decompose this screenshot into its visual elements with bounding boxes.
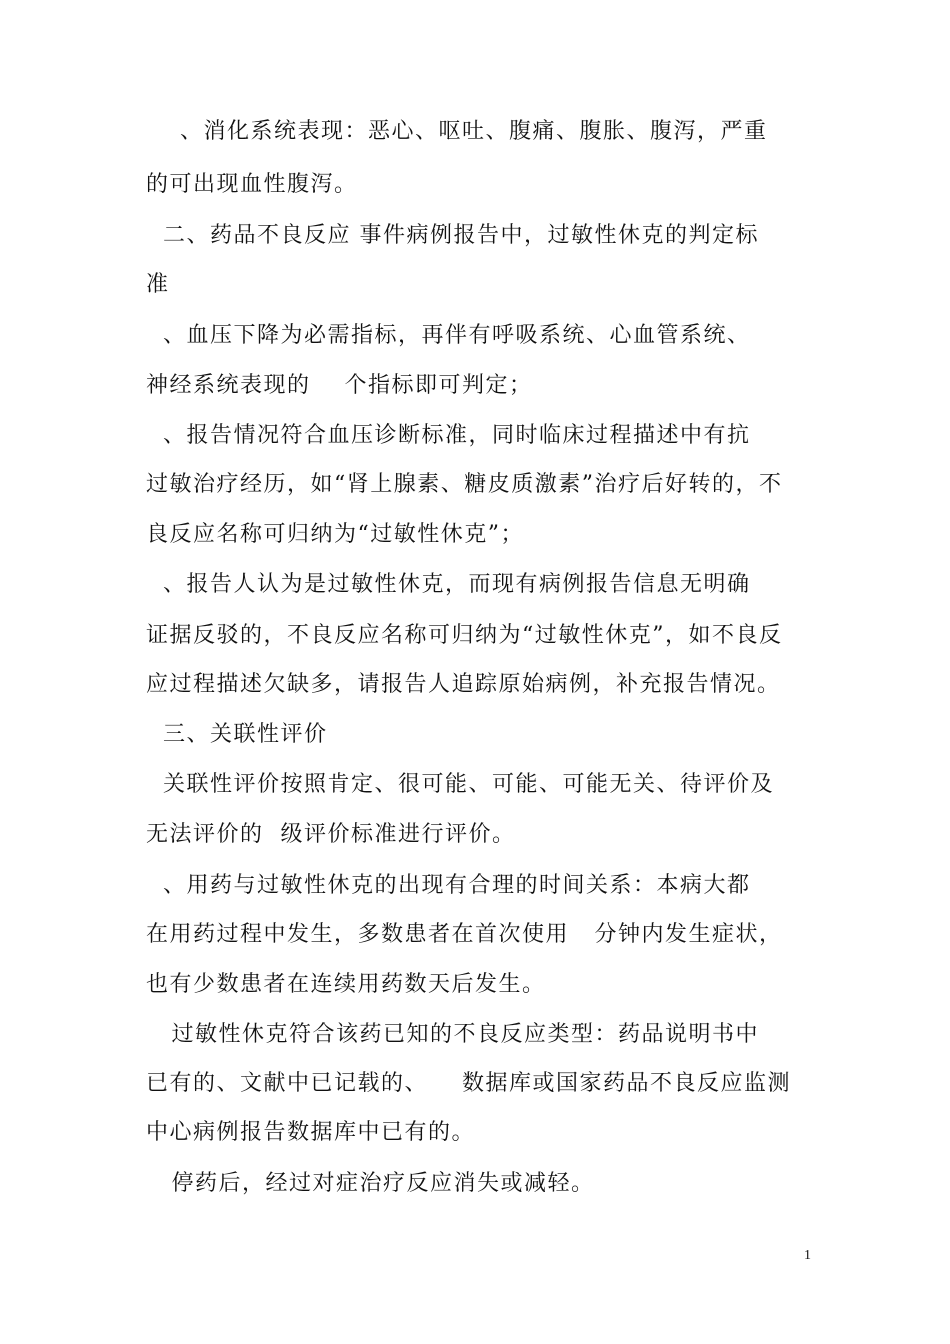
paragraph-line: 也有少数患者在连续用药数天后发生。	[146, 972, 546, 997]
paragraph-line: 应过程描述欠缺多，请报告人追踪原始病例，补充报告情况。	[146, 672, 781, 697]
paragraph-line: 、血压下降为必需指标，再伴有呼吸系统、心血管系统、	[146, 323, 751, 348]
paragraph-line: 关联性评价按照肯定、很可能、可能、可能无关、待评价及	[146, 772, 774, 797]
page-number: 1	[804, 1248, 811, 1263]
paragraph-line: 、报告人认为是过敏性休克，而现有病例报告信息无明确	[146, 572, 751, 597]
paragraph-line: 、用药与过敏性休克的出现有合理的时间关系：本病大都	[146, 873, 751, 898]
paragraph-line: 的可出现血性腹泻。	[146, 172, 358, 197]
paragraph-line: 在用药过程中发生，多数患者在首次使用 分钟内发生症状，	[146, 922, 783, 947]
section-heading-line: 准	[146, 272, 170, 297]
paragraph-line: 良反应名称可归纳为“过敏性休克”；	[146, 522, 524, 547]
section-heading-line: 二、药品不良反应 事件病例报告中，过敏性休克的判定标	[146, 223, 759, 248]
section-heading-line: 三、关联性评价	[146, 722, 328, 747]
paragraph-line: 过敏治疗经历，如“肾上腺素、糖皮质激素”治疗后好转的，不	[146, 472, 783, 497]
paragraph-line: 神经系统表现的 个指标即可判定；	[146, 373, 533, 398]
paragraph-line: 已有的、文献中已记载的、 数据库或国家药品不良反应监测	[146, 1071, 791, 1096]
paragraph-line: 、报告情况符合血压诊断标准，同时临床过程描述中有抗	[146, 423, 751, 448]
paragraph-line: 停药后，经过对症治疗反应消失或减轻。	[146, 1171, 595, 1196]
paragraph-line: 无法评价的 级评价标准进行评价。	[146, 822, 516, 847]
paragraph-line: 中心病例报告数据库中已有的。	[146, 1120, 476, 1145]
paragraph-line: 过敏性休克符合该药已知的不良反应类型：药品说明书中	[146, 1022, 759, 1047]
paragraph-line: 、消化系统表现：恶心、呕吐、腹痛、腹胀、腹泻，严重	[146, 119, 768, 144]
paragraph-line: 证据反驳的，不良反应名称可归纳为“过敏性休克”，如不良反	[146, 623, 783, 648]
